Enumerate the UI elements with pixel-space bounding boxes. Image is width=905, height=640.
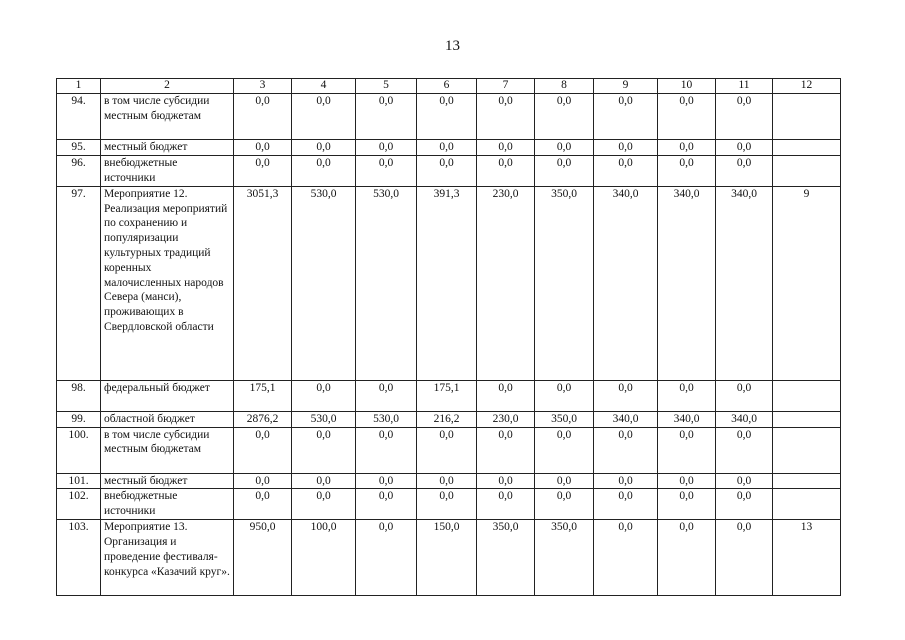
value-cell: 0,0 [356, 427, 417, 473]
page-number: 13 [445, 38, 460, 54]
row-number: 94. [57, 94, 101, 140]
value-cell: 0,0 [292, 489, 356, 520]
value-cell: 340,0 [594, 411, 658, 427]
value-cell: 0,0 [658, 94, 716, 140]
table-row [57, 140, 841, 156]
value-cell: 216,2 [417, 411, 477, 427]
table-row [57, 520, 841, 596]
row-number: 103. [57, 520, 101, 596]
value-cell: 0,0 [356, 380, 417, 411]
value-cell: 0,0 [477, 140, 535, 156]
value-cell: 350,0 [477, 520, 535, 596]
column-header: 11 [716, 79, 773, 94]
value-cell: 0,0 [234, 155, 292, 186]
row-number: 97. [57, 186, 101, 380]
budget-table [56, 78, 841, 596]
row-name: местный бюджет [101, 140, 234, 156]
value-cell: 0,0 [417, 489, 477, 520]
value-cell: 0,0 [658, 427, 716, 473]
value-cell: 0,0 [716, 520, 773, 596]
value-cell: 0,0 [356, 520, 417, 596]
value-cell: 230,0 [477, 411, 535, 427]
table-row [57, 94, 841, 140]
value-cell: 0,0 [658, 155, 716, 186]
value-cell: 0,0 [658, 380, 716, 411]
column-header: 8 [535, 79, 594, 94]
target-ref-cell [773, 473, 841, 489]
value-cell: 0,0 [417, 155, 477, 186]
value-cell: 0,0 [356, 155, 417, 186]
target-ref-cell [773, 94, 841, 140]
column-header: 7 [477, 79, 535, 94]
value-cell: 0,0 [292, 94, 356, 140]
value-cell: 0,0 [594, 155, 658, 186]
value-cell: 0,0 [292, 473, 356, 489]
value-cell: 0,0 [477, 380, 535, 411]
row-name: внебюджетные источники [101, 489, 234, 520]
column-header: 6 [417, 79, 477, 94]
value-cell: 175,1 [417, 380, 477, 411]
value-cell: 0,0 [716, 155, 773, 186]
table-row [57, 473, 841, 489]
table-row [57, 186, 841, 380]
value-cell: 150,0 [417, 520, 477, 596]
value-cell: 0,0 [292, 140, 356, 156]
value-cell: 340,0 [716, 411, 773, 427]
value-cell: 350,0 [535, 520, 594, 596]
value-cell: 0,0 [356, 489, 417, 520]
column-header: 12 [773, 79, 841, 94]
row-number: 100. [57, 427, 101, 473]
column-header: 1 [57, 79, 101, 94]
value-cell: 0,0 [477, 489, 535, 520]
value-cell: 0,0 [292, 155, 356, 186]
row-number: 96. [57, 155, 101, 186]
column-header: 10 [658, 79, 716, 94]
row-number: 101. [57, 473, 101, 489]
value-cell: 175,1 [234, 380, 292, 411]
target-ref-cell [773, 411, 841, 427]
value-cell: 0,0 [417, 140, 477, 156]
row-number: 95. [57, 140, 101, 156]
table-row [57, 411, 841, 427]
target-ref-cell [773, 155, 841, 186]
value-cell: 0,0 [594, 473, 658, 489]
target-ref-cell [773, 489, 841, 520]
value-cell: 0,0 [356, 94, 417, 140]
row-name: областной бюджет [101, 411, 234, 427]
value-cell: 0,0 [658, 140, 716, 156]
value-cell: 100,0 [292, 520, 356, 596]
column-header: 5 [356, 79, 417, 94]
row-name: Мероприятие 12. Реализация мероприятий по сохранению и популяризации культурных традиций коренных малочисленных народов Севера (манси), проживающих в Свердловской области [101, 186, 234, 380]
value-cell: 0,0 [716, 94, 773, 140]
row-name: местный бюджет [101, 473, 234, 489]
table-row [57, 380, 841, 411]
value-cell: 3051,3 [234, 186, 292, 380]
value-cell: 350,0 [535, 411, 594, 427]
value-cell: 0,0 [716, 489, 773, 520]
value-cell: 0,0 [594, 427, 658, 473]
row-number: 98. [57, 380, 101, 411]
value-cell: 0,0 [658, 520, 716, 596]
value-cell: 0,0 [234, 94, 292, 140]
value-cell: 0,0 [658, 489, 716, 520]
value-cell: 0,0 [535, 489, 594, 520]
value-cell: 340,0 [594, 186, 658, 380]
target-ref-cell [773, 427, 841, 473]
value-cell: 0,0 [535, 140, 594, 156]
value-cell: 530,0 [356, 186, 417, 380]
target-ref-cell [773, 380, 841, 411]
row-name: Мероприятие 13. Организация и проведение фестиваля-конкурса «Казачий круг». [101, 520, 234, 596]
value-cell: 0,0 [716, 473, 773, 489]
target-ref-cell: 9 [773, 186, 841, 380]
value-cell: 0,0 [417, 473, 477, 489]
value-cell: 0,0 [594, 520, 658, 596]
value-cell: 0,0 [716, 140, 773, 156]
column-header: 9 [594, 79, 658, 94]
value-cell: 530,0 [292, 411, 356, 427]
column-header: 3 [234, 79, 292, 94]
value-cell: 0,0 [234, 473, 292, 489]
value-cell: 0,0 [477, 155, 535, 186]
row-number: 102. [57, 489, 101, 520]
value-cell: 0,0 [292, 380, 356, 411]
value-cell: 340,0 [716, 186, 773, 380]
header-row [57, 79, 841, 94]
value-cell: 0,0 [535, 427, 594, 473]
value-cell: 350,0 [535, 186, 594, 380]
row-name: федеральный бюджет [101, 380, 234, 411]
value-cell: 530,0 [292, 186, 356, 380]
value-cell: 0,0 [292, 427, 356, 473]
value-cell: 0,0 [716, 380, 773, 411]
value-cell: 0,0 [234, 140, 292, 156]
value-cell: 0,0 [535, 94, 594, 140]
target-ref-cell [773, 140, 841, 156]
value-cell: 0,0 [417, 427, 477, 473]
value-cell: 0,0 [477, 473, 535, 489]
column-header: 4 [292, 79, 356, 94]
value-cell: 0,0 [535, 155, 594, 186]
row-name: внебюджетные источники [101, 155, 234, 186]
value-cell: 2876,2 [234, 411, 292, 427]
value-cell: 530,0 [356, 411, 417, 427]
value-cell: 0,0 [716, 427, 773, 473]
table-row [57, 489, 841, 520]
value-cell: 0,0 [356, 140, 417, 156]
value-cell: 0,0 [356, 473, 417, 489]
row-name: в том числе субсидии местным бюджетам [101, 94, 234, 140]
value-cell: 0,0 [477, 94, 535, 140]
value-cell: 0,0 [594, 140, 658, 156]
value-cell: 950,0 [234, 520, 292, 596]
column-header: 2 [101, 79, 234, 94]
target-ref-cell: 13 [773, 520, 841, 596]
row-name: в том числе субсидии местным бюджетам [101, 427, 234, 473]
value-cell: 0,0 [658, 473, 716, 489]
row-number: 99. [57, 411, 101, 427]
value-cell: 0,0 [234, 489, 292, 520]
value-cell: 0,0 [535, 473, 594, 489]
value-cell: 0,0 [535, 380, 594, 411]
table-row [57, 155, 841, 186]
value-cell: 0,0 [594, 94, 658, 140]
value-cell: 0,0 [594, 380, 658, 411]
value-cell: 0,0 [234, 427, 292, 473]
table-row [57, 427, 841, 473]
value-cell: 340,0 [658, 411, 716, 427]
value-cell: 340,0 [658, 186, 716, 380]
value-cell: 0,0 [417, 94, 477, 140]
value-cell: 0,0 [594, 489, 658, 520]
value-cell: 0,0 [477, 427, 535, 473]
value-cell: 230,0 [477, 186, 535, 380]
value-cell: 391,3 [417, 186, 477, 380]
